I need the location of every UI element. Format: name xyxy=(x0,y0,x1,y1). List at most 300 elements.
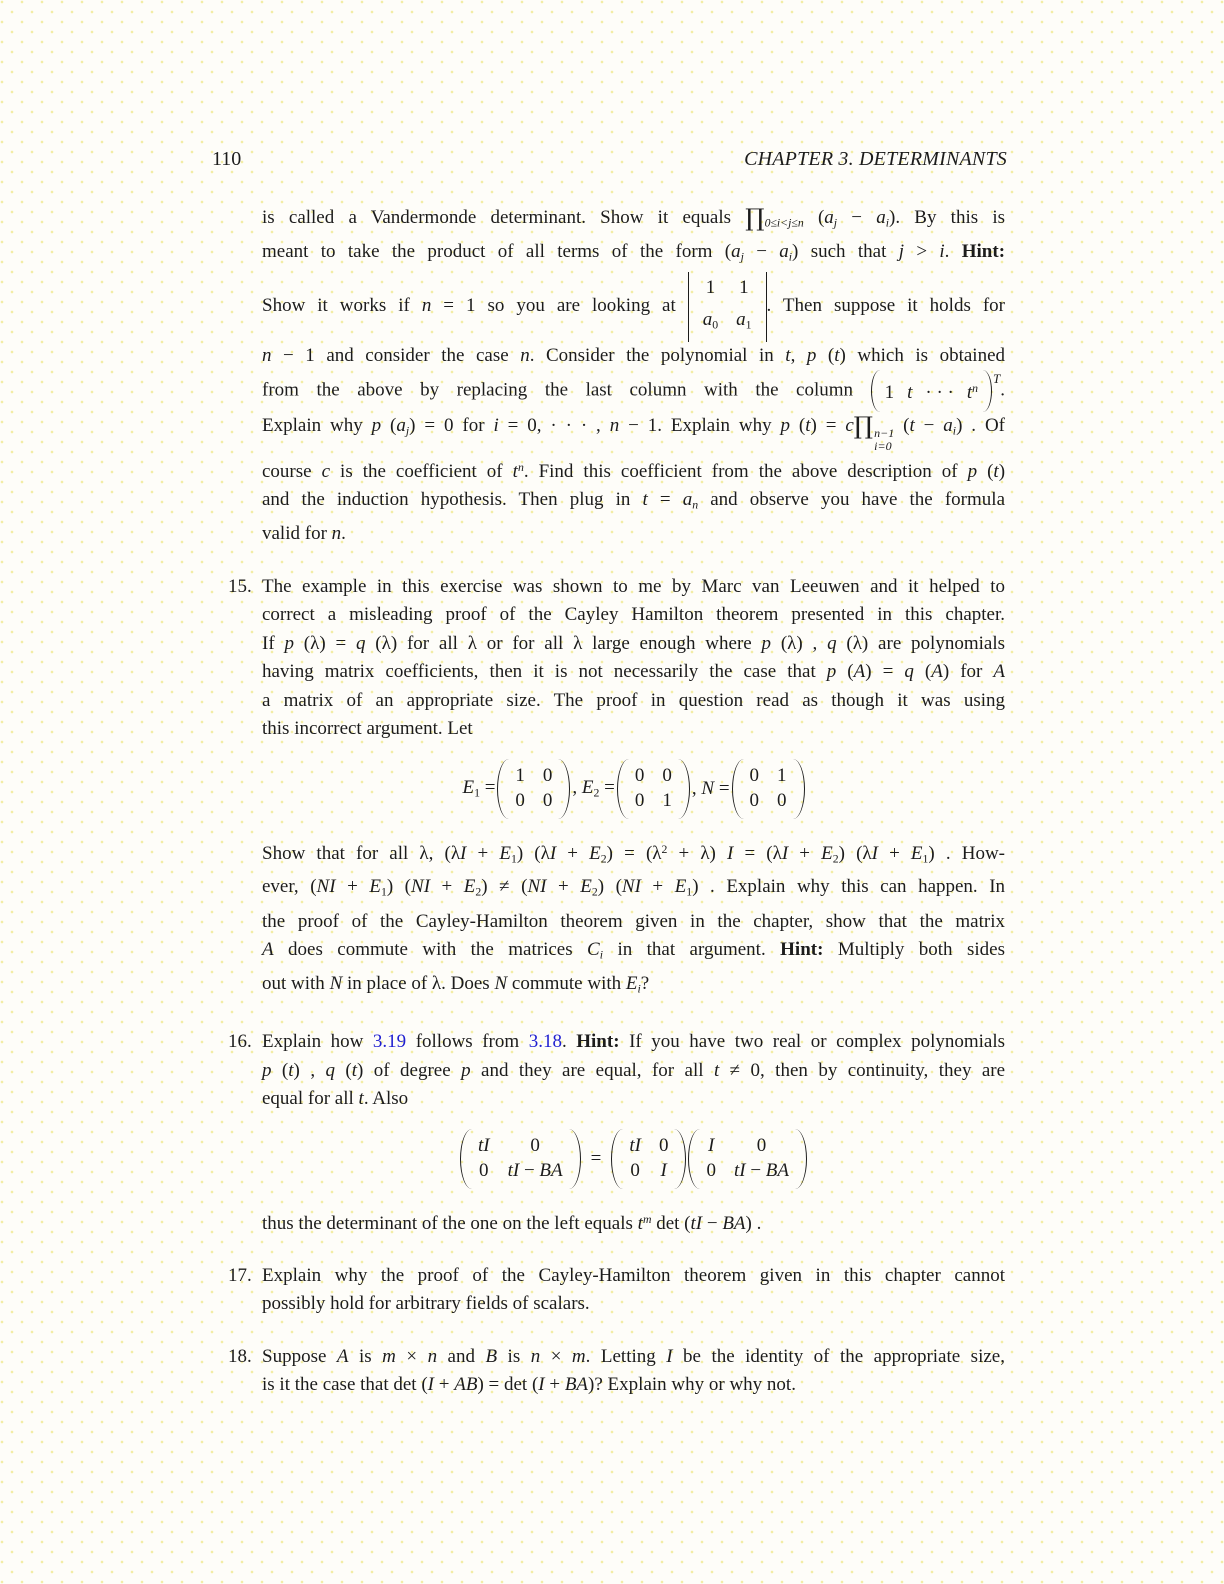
text-segment: a xyxy=(396,415,406,437)
determinant-2x2 xyxy=(688,272,767,342)
text-segment: I xyxy=(708,1135,715,1157)
text-segment: )? Explain why or why not. xyxy=(588,1374,796,1396)
text-segment: BA xyxy=(765,1160,790,1182)
text-line xyxy=(262,520,1005,549)
text-segment: = xyxy=(479,776,496,798)
text-line xyxy=(262,204,1005,238)
text-segment: × xyxy=(395,1345,428,1367)
text-segment: NI xyxy=(316,876,336,898)
text-segment: = xyxy=(599,776,615,798)
product-upper-limit: n−1 xyxy=(874,426,895,441)
text-segment: ∏ xyxy=(745,203,765,232)
text-segment: and the induction hypothesis. Then plug in xyxy=(262,489,643,511)
text-segment: j xyxy=(898,241,904,263)
text-segment: , xyxy=(812,632,828,654)
text-segment: ) xyxy=(998,460,1006,482)
text-segment: (λ) xyxy=(771,632,813,654)
product-limits xyxy=(874,427,894,453)
text-segment: course xyxy=(262,460,322,482)
text-segment: p xyxy=(461,1059,471,1081)
text-segment: Suppose xyxy=(262,1345,337,1367)
text-segment: i xyxy=(788,250,793,264)
text-segment: ∏ xyxy=(853,411,874,441)
text-segment: j xyxy=(405,424,410,438)
item-number: 18. xyxy=(228,1345,252,1367)
ref-link[interactable]: 3.19 xyxy=(372,1031,407,1053)
vector-cell xyxy=(907,379,912,408)
text-segment: ) . Of xyxy=(956,415,1006,437)
right-paren xyxy=(569,1129,581,1189)
text-segment: n xyxy=(520,344,530,366)
text-segment: 1 xyxy=(380,886,387,899)
text-segment: Explain why the proof of the Cayley-Hamilton theorem given in this chapter cannot xyxy=(262,1264,1005,1286)
text-segment: ) = det ( xyxy=(477,1374,539,1396)
text-segment: p xyxy=(826,661,837,683)
text-segment: 1 xyxy=(884,381,895,403)
text-segment: m xyxy=(382,1345,396,1367)
text-segment: i xyxy=(637,982,641,996)
text-segment: = (λ xyxy=(733,842,782,864)
text-segment: n xyxy=(421,295,432,317)
column-vector xyxy=(871,370,1001,412)
text-segment: − xyxy=(745,1160,766,1182)
text-segment: t xyxy=(966,381,973,403)
text-segment: 0 xyxy=(479,1160,489,1182)
right-paren xyxy=(983,370,992,412)
text-segment: c xyxy=(321,460,331,482)
text-segment: . xyxy=(341,523,346,545)
text-segment: n xyxy=(609,415,620,437)
text-segment: possibly hold for arbitrary fields of scalars. xyxy=(262,1293,590,1315)
chapter-title: CHAPTER 3. DETERMINANTS xyxy=(744,148,1007,170)
text-segment: correct a misleading proof of the Cayley Hamilton theorem presented in this chapter. xyxy=(262,604,1005,626)
text-segment: is called a Vandermonde determinant. Show it equals xyxy=(262,207,746,229)
text-line xyxy=(262,1206,1005,1238)
text-segment: Hint: xyxy=(961,241,1006,263)
page-number: 110 xyxy=(212,148,242,170)
text-segment: n xyxy=(530,1345,541,1367)
text-segment: − xyxy=(914,415,944,437)
left-paren xyxy=(497,759,509,819)
text-segment: be the identity of the appropriate size, xyxy=(672,1345,1005,1367)
text-segment: 1 xyxy=(705,277,716,299)
text-line xyxy=(262,238,1005,272)
exercise-18 xyxy=(228,1343,1005,1400)
text-segment: ? xyxy=(640,973,650,995)
text-segment: I xyxy=(427,1374,434,1396)
right-paren xyxy=(558,759,570,819)
text-line xyxy=(262,1371,1005,1400)
text-segment: n xyxy=(972,382,979,395)
equation-E1-E2-N xyxy=(262,759,1005,819)
text-line xyxy=(262,658,1005,687)
equation-label xyxy=(692,778,730,800)
matrix-cell xyxy=(757,1135,767,1157)
text-segment: E xyxy=(821,842,833,864)
text-segment: p xyxy=(371,415,382,437)
text-segment: + xyxy=(546,876,581,898)
text-segment: NI xyxy=(411,876,431,898)
text-line xyxy=(262,630,1005,659)
text-segment: a xyxy=(779,241,789,263)
text-segment: is xyxy=(348,1345,383,1367)
text-segment: A xyxy=(336,1345,349,1367)
matrix-cell xyxy=(703,306,718,340)
text-segment: follows from xyxy=(406,1031,529,1053)
text-segment: in place of λ. Does xyxy=(342,973,495,995)
exercise-17 xyxy=(228,1262,1005,1319)
text-segment: E xyxy=(462,776,475,798)
text-segment: ) . Explain why this can happen. In xyxy=(692,876,1006,898)
text-line xyxy=(262,715,1005,744)
text-segment: p xyxy=(262,1059,272,1081)
text-segment: t xyxy=(785,344,791,366)
text-segment: t xyxy=(834,344,840,366)
product-lower-limit: i=0 xyxy=(874,439,892,454)
text-segment: m xyxy=(642,1212,652,1226)
text-segment: 2 xyxy=(591,886,598,899)
matrix-cell xyxy=(478,1135,490,1157)
text-segment: thus the determinant of the one on the left equals xyxy=(262,1212,638,1234)
text-segment: + xyxy=(466,842,500,864)
text-segment: I xyxy=(549,842,557,864)
text-segment: , xyxy=(572,776,582,798)
text-segment: C xyxy=(587,939,600,960)
matrix-cell: 0 xyxy=(634,790,645,812)
text-segment: and observe you have the formula xyxy=(698,489,1005,511)
matrix-cell xyxy=(479,1160,489,1182)
text-segment: N xyxy=(329,973,343,995)
text-segment: 0≤i<j≤n xyxy=(764,216,804,230)
text-line-with-product xyxy=(262,412,1005,453)
left-paren xyxy=(688,1129,700,1189)
text-segment: commute with xyxy=(507,973,626,995)
text-segment: NI xyxy=(621,876,641,898)
text-segment: is xyxy=(497,1345,531,1367)
text-segment: 0 xyxy=(706,1160,716,1182)
text-segment: Explain how xyxy=(262,1031,373,1053)
text-segment: = 1 so you are looking at xyxy=(431,295,688,317)
text-segment: − xyxy=(519,1160,540,1182)
text-segment: If you have two real or complex polynomials xyxy=(619,1031,1006,1053)
text-segment: q xyxy=(904,661,914,683)
text-segment: . xyxy=(561,1031,577,1053)
matrix-cell: 1 xyxy=(515,765,525,787)
text-segment: E xyxy=(463,876,476,898)
matrix-N xyxy=(732,759,805,819)
text-segment: t xyxy=(358,1088,364,1110)
matrix-cell xyxy=(661,1160,667,1182)
text-segment: from the above by replacing the last column with the column xyxy=(262,379,854,401)
text-segment: ( xyxy=(977,460,994,482)
text-segment: BA xyxy=(564,1374,589,1396)
matrix-cell: 0 xyxy=(515,790,525,812)
text-segment: equal for all xyxy=(262,1088,359,1110)
text-segment: ( xyxy=(913,661,932,683)
text-segment: λ xyxy=(652,842,662,864)
text-segment: ) = xyxy=(606,842,646,864)
vector-cell xyxy=(925,379,953,408)
text-segment: ) . xyxy=(745,1212,762,1234)
text-line xyxy=(262,908,1005,937)
text-segment: n xyxy=(262,344,272,366)
text-segment: N xyxy=(494,973,508,995)
text-segment: ( xyxy=(381,415,397,437)
text-segment: . xyxy=(944,241,962,263)
text-segment: ( xyxy=(790,415,806,437)
text-segment: . Consider the polynomial in xyxy=(529,344,786,366)
text-segment: out with xyxy=(262,973,330,995)
text-segment: (λ) = xyxy=(293,632,356,654)
text-segment: > xyxy=(903,241,940,263)
item-number: 17. xyxy=(228,1264,252,1286)
text-segment: tI xyxy=(477,1135,490,1157)
page-body xyxy=(228,203,1006,1400)
equation-label xyxy=(462,777,495,801)
vector-cell xyxy=(967,375,978,407)
text-segment: a matrix of an appropriate size. The proof in question read as though it was using xyxy=(262,689,1005,711)
text-segment: a xyxy=(736,308,746,330)
text-segment: ( xyxy=(803,207,825,229)
text-line-with-column-vector xyxy=(262,370,1005,412)
text-segment: ) xyxy=(709,842,716,864)
left-paren xyxy=(460,1129,472,1189)
text-line xyxy=(262,1262,1005,1291)
text-segment: ( xyxy=(836,661,854,683)
matrix-right xyxy=(688,1129,807,1189)
matrix-cell: 0 xyxy=(634,765,645,787)
text-line xyxy=(262,687,1005,716)
text-line xyxy=(262,873,1005,907)
text-line xyxy=(262,936,1005,970)
equation-label xyxy=(572,777,614,801)
text-segment: 0 xyxy=(756,1135,767,1157)
text-segment: tI xyxy=(629,1135,641,1157)
text-segment: + λ xyxy=(667,842,710,864)
text-segment: a xyxy=(702,308,713,330)
text-segment: i xyxy=(599,948,604,962)
text-segment: I xyxy=(460,842,467,864)
matrix-cell xyxy=(708,1135,714,1157)
text-segment: ) (λ xyxy=(516,842,550,864)
text-segment: , xyxy=(428,842,445,864)
left-paren xyxy=(617,759,629,819)
text-segment: t xyxy=(907,381,913,403)
text-segment: N xyxy=(701,777,715,799)
text-segment: I xyxy=(781,842,789,864)
text-line xyxy=(262,486,1005,520)
matrix-cell: 0 xyxy=(777,790,787,812)
text-segment: − 1. Explain why xyxy=(619,415,781,437)
text-segment: · · · xyxy=(925,381,954,403)
text-segment: The example in this exercise was shown to me by Marc van Leeuwen and it helped to xyxy=(262,575,1005,597)
text-line xyxy=(262,1057,1005,1086)
text-segment: E xyxy=(369,876,381,898)
text-segment: tI xyxy=(507,1160,520,1182)
text-segment: 0 xyxy=(630,1160,640,1182)
text-segment: i xyxy=(493,415,499,437)
text-segment: a xyxy=(876,207,886,229)
matrix-middle xyxy=(611,1129,686,1189)
text-run xyxy=(262,380,853,401)
text-segment: Explain why xyxy=(262,415,372,437)
text-segment: ) = xyxy=(810,415,846,437)
text-segment: − xyxy=(837,207,877,229)
text-segment: (λ) for all λ or for all λ large enough where xyxy=(365,632,762,654)
text-segment: B xyxy=(485,1345,498,1367)
text-segment: ) for xyxy=(942,661,994,683)
text-segment: I xyxy=(727,842,734,864)
text-segment: 1 xyxy=(739,277,749,299)
text-segment: I xyxy=(871,842,878,864)
page xyxy=(212,148,1007,1400)
exercise-16 xyxy=(228,1028,1006,1238)
text-segment: valid for xyxy=(262,523,332,545)
text-segment: ( xyxy=(816,344,835,366)
text-segment: t xyxy=(993,460,999,482)
text-segment: Multiply both sides xyxy=(823,939,1005,960)
text-segment: t xyxy=(805,415,811,437)
text-segment: a xyxy=(682,489,693,511)
text-segment: E xyxy=(674,876,687,898)
text-segment: p xyxy=(761,632,772,654)
text-segment: meant to take the product of all terms of the form ( xyxy=(262,241,732,263)
text-line xyxy=(262,1085,1005,1114)
text-segment: this incorrect argument. Let xyxy=(262,718,473,740)
text-segment: ) such that xyxy=(792,241,899,263)
text-segment: m xyxy=(571,1345,586,1367)
matrix-cell: 0 xyxy=(542,765,553,787)
text-segment: having matrix coefficients, then it is not necessarily the case that xyxy=(262,661,827,683)
matrix-cell xyxy=(739,274,749,303)
text-segment: t xyxy=(713,1059,720,1081)
text-segment: BA xyxy=(722,1212,746,1234)
text-segment: a xyxy=(943,415,953,437)
text-line xyxy=(262,342,1005,371)
text-segment: q xyxy=(827,632,837,654)
text-segment: − xyxy=(702,1212,723,1234)
text-segment: p xyxy=(780,415,790,437)
text-segment: c xyxy=(845,415,854,437)
text-segment: q xyxy=(355,632,366,654)
text-segment: NI xyxy=(527,876,547,898)
text-segment: , xyxy=(691,777,702,799)
text-segment: t xyxy=(288,1059,294,1081)
matrix-cell: 0 xyxy=(662,765,672,787)
text-segment: E xyxy=(499,842,511,864)
text-segment: a xyxy=(731,241,741,263)
text-segment: t xyxy=(637,1212,643,1234)
text-run xyxy=(262,295,688,316)
text-segment: ) ≠ ( xyxy=(481,876,528,898)
text-segment: ≠ 0, then by continuity, they are xyxy=(719,1059,1006,1081)
matrix-cell: 1 xyxy=(777,765,787,787)
exercise-15 xyxy=(228,573,1006,1005)
matrix-cell xyxy=(508,1160,563,1182)
page-header xyxy=(212,148,1007,171)
text-segment: (λ) are polynomials xyxy=(836,632,1005,654)
text-run xyxy=(1000,380,1005,401)
transpose-exponent: T xyxy=(993,371,1001,387)
text-segment: p xyxy=(967,460,978,482)
text-segment: 0 xyxy=(530,1135,540,1157)
text-segment: + xyxy=(544,1374,565,1396)
left-paren xyxy=(732,759,744,819)
ref-link[interactable]: 3.18 xyxy=(528,1031,562,1053)
text-segment: E xyxy=(581,776,594,798)
text-segment: = xyxy=(647,489,683,511)
text-run xyxy=(894,415,1005,436)
text-segment: i xyxy=(952,424,957,438)
text-segment: is the coefficient of xyxy=(330,460,513,482)
text-segment: E xyxy=(589,842,601,864)
text-line xyxy=(262,1028,1005,1057)
matrix-cell xyxy=(530,1135,540,1157)
matrix-E1 xyxy=(497,759,570,819)
text-segment: t xyxy=(351,1059,358,1081)
text-segment: Show that for all λ xyxy=(262,842,429,864)
left-paren xyxy=(611,1129,623,1189)
text-segment: t xyxy=(642,489,648,511)
matrix-cell: 1 xyxy=(662,790,672,812)
text-segment: BA xyxy=(539,1160,563,1182)
text-segment: det ( xyxy=(651,1212,691,1234)
matrix-cell xyxy=(706,274,716,303)
text-segment: . Also xyxy=(363,1088,409,1110)
text-line xyxy=(262,454,1005,486)
text-segment: I xyxy=(660,1160,667,1182)
text-line xyxy=(262,1343,1005,1372)
text-line xyxy=(262,970,1005,1004)
text-segment: I xyxy=(666,1345,673,1367)
matrix-cell xyxy=(706,1160,716,1182)
text-segment: , xyxy=(790,344,807,366)
text-segment: A xyxy=(262,939,274,960)
text-segment: If xyxy=(262,632,285,654)
text-segment: × xyxy=(540,1345,572,1367)
equation-block-determinant xyxy=(262,1129,1005,1189)
text-segment: , xyxy=(310,1059,326,1081)
text-segment: AB xyxy=(454,1374,478,1396)
text-segment: 2 xyxy=(661,842,668,856)
text-segment: ) which is obtained xyxy=(839,344,1006,366)
matrix-cell xyxy=(734,1160,789,1182)
text-run xyxy=(767,295,1005,316)
matrix-cell xyxy=(630,1160,640,1182)
text-segment: Show it works if xyxy=(262,295,422,317)
text-segment: ) (λ xyxy=(838,842,872,864)
right-paren xyxy=(795,1129,807,1189)
text-segment: + xyxy=(640,876,675,898)
text-segment: ) of degree xyxy=(357,1059,462,1081)
text-segment: tI xyxy=(690,1212,703,1234)
matrix-cell xyxy=(629,1135,641,1157)
text-segment: 2 xyxy=(475,886,482,899)
equals-sign: = xyxy=(590,1147,602,1169)
text-segment: + xyxy=(556,842,590,864)
text-segment: j xyxy=(833,216,838,230)
text-segment: n xyxy=(692,498,699,512)
text-segment: . Letting xyxy=(585,1345,667,1367)
matrix-cell: 0 xyxy=(542,790,553,812)
text-segment: A xyxy=(853,661,866,683)
text-segment: 1 xyxy=(922,851,929,865)
text-segment: − 1 and consider the case xyxy=(271,344,521,366)
matrix-cell: 0 xyxy=(749,790,760,812)
vector-cell xyxy=(885,379,895,408)
text-segment: 1 xyxy=(510,851,517,865)
text-segment: t xyxy=(909,415,915,437)
